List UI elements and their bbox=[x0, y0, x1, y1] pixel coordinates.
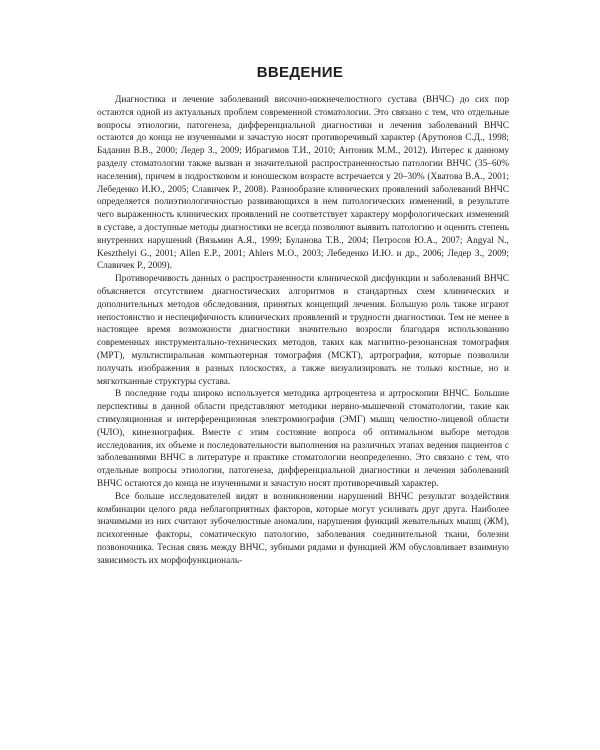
paragraph-2: Противоречивость данных о распространенности клинической дисфункции и заболеваний ВНЧС объясняется отсутствием диагностических алгоритмов и стандартных схем клинических и дополнительных методов обследования, принятых концепций лечения. Большую роль также играют непостоянство и неспецифичность клинических проявлений и трудности диагностики. Тем не менее в настоящее время возможности диагностики значительно возросли благодаря использованию современных инструментально-технических методов, таких как магнитно-резонансная томография (МРТ), мультиспиральная компьютерная томография (МСКТ), артрография, которые позволили получать изображения в разных плоскостях, а также визуализировать не только костные, но и мягкотканные структуры сустава. bbox=[97, 274, 509, 387]
paragraph-4: Все больше исследователей видят в возникновении нарушений ВНЧС результат воздействия комбинации целого ряда неблагоприятных факторов, которые могут усиливать друг друга. Наиболее значимыми из них считают зубочелюстные аномалии, нарушения функций жевательных мышц (ЖМ), психогенные факторы, соматическую патологию, заболевания соединительной ткани, болезни позвоночника. Тесная связь между ВНЧС, зубными рядами и функцией ЖМ обусловливает взаимную зависимость их морфофункциональ- bbox=[97, 491, 509, 566]
paragraph-3: В последние годы широко используется методика артроцентеза и артроскопии ВНЧС. Большие перспективы в данной области представляют методики нервно-мышечной стоматологии, такие как стимуляционная и интерференционная электромиография (ЭМГ) мышц челюстно-лицевой области (ЧЛО), кинезиография. Вместе с этим состояние вопроса об оптимальном выборе методов исследования, их объеме и последовательности выполнения на различных этапах ведения пациентов с заболеваниями ВНЧС в литературе и практике стоматологии неопределенно. Это связано с тем, что отдельные вопросы этиологии, патогенеза, дифференциальной диагностики и лечения заболеваний ВНЧС остаются до конца не изученными и зачастую носят противоречивый характер. bbox=[97, 389, 509, 489]
page-title: ВВЕДЕНИЕ bbox=[256, 64, 344, 81]
paragraph-1: Диагностика и лечение заболеваний височно-нижнечелюстного сустава (ВНЧС) до сих пор остаются одной из актуальных проблем современной стоматологии. Это связано с тем, что отдельные вопросы этиологии, патогенеза, дифференциальной диагностики и лечения заболеваний ВНЧС остаются до конца не изученными и зачастую носят противоречивый характер (Арутюнов С.Д., 1998; Баданин В.В., 2000; Ледер З., 2009; Ибрагимов Т.И., 2010; Антоник М.М., 2012). Интерес к данному разделу стоматологии также вызван и значительной распространенностью патологии ВНЧС (35–60% населения), причем в подростковом и юношеском возрасте встречается у 20–30% (Хватова В.А., 2001; Лебеденко И.Ю., 2005; Славичек Р., 2008). Разнообразие клинических проявлений заболеваний ВНЧС определяется полиэтиологичностью развивающихся в нем патологических изменений, в результате чего выраженность клинических проявлений не соответствует характеру морфологических изменений в суставе, а доступные методы диагностики не всегда позволяют выявить патологию и оценить степень внутренних нарушений (Вязьмин А.Я., 1999; Буланова Т.В., 2004; Петросов Ю.А., 2007; Angyal N., Keszthelyi G., 2001; Allen E.P., 2001; Ahlers M.O., 2003; Лебеденко И.Ю. и др., 2006; Ледер З., 2009; Славичек Р., 2009). bbox=[97, 95, 509, 272]
body-text bbox=[97, 94, 509, 567]
